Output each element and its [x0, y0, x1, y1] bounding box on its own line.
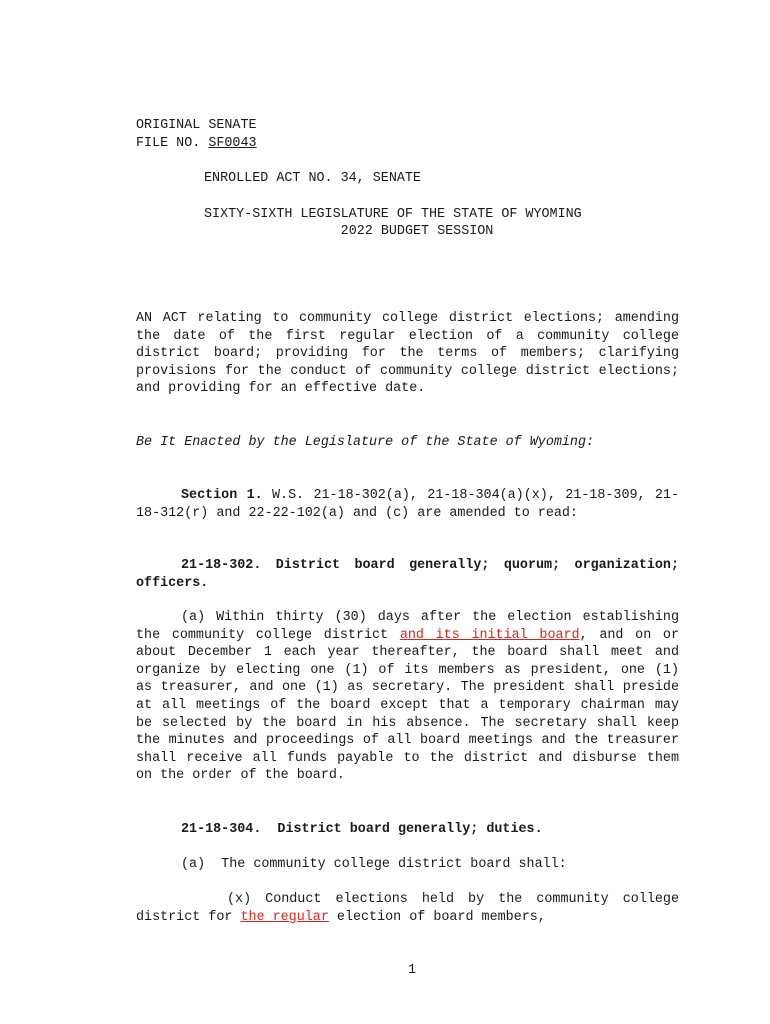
act-title-paragraph: AN ACT relating to community college district elections; amending the date of the first regular election of a community college district board; providing for the terms of members; clarifying provisions for the conduct of community college district elections; and providing for an effective date.: [136, 311, 679, 397]
section-304-subsection-a: (a) The community college district board shall:: [181, 857, 567, 872]
enrolled-act-line: ENROLLED ACT NO. 34, SENATE: [204, 171, 421, 186]
enacting-clause: Be It Enacted by the Legislature of the State of Wyoming:: [136, 435, 595, 450]
s302-a-inserted-text: and its initial board: [399, 627, 580, 643]
s302-a-text-1: (a) Within thirty (30) days after the election establishing the community college district: [136, 610, 679, 643]
header-file-no: [136, 135, 257, 153]
section-1-text: W.S. 21-18-302(a), 21-18-304(a)(x), 21-18-309, 21-18-312(r) and 22-22-102(a) and (c) are amended to read:: [136, 488, 680, 521]
section-302-heading: 21-18-302. District board generally; quorum; organization; officers.: [136, 558, 679, 591]
file-no-value: SF0043: [208, 136, 257, 151]
s304-x-inserted-text: the regular: [240, 909, 329, 925]
session-line: 2022 BUDGET SESSION: [340, 224, 494, 239]
s304-x-text-2: election of board members,: [328, 909, 546, 925]
section-1-paragraph: [136, 487, 679, 522]
s302-a-text-2: , and on or about December 1 each year thereafter, the board shall meet and organize by electing one (1) of its members as president, one (1) as treasurer, and one (1) as secretary. The president shall preside at all meetings of the board except that a temporary chairman may be selected by the board in his absence. The secretary shall keep the minutes and proceedings of all board meetings and the treasurer shall receive all funds payable to the district and disburse them on the order of the board.: [136, 627, 680, 784]
section-1-label: Section 1.: [181, 488, 263, 503]
s304-x-text-1: (x) Conduct elections held by the community college district for: [136, 892, 679, 925]
section-304-paragraph-x: [136, 891, 679, 926]
section-302-subsection-a: [136, 609, 679, 785]
file-no-prefix: FILE NO.: [136, 136, 209, 151]
page-number: 1: [408, 963, 417, 978]
header-original-senate: ORIGINAL SENATE: [136, 118, 257, 133]
legislature-line: SIXTY-SIXTH LEGISLATURE OF THE STATE OF WYOMING: [204, 207, 582, 222]
section-304-heading: 21-18-304. District board generally; duties.: [181, 822, 543, 837]
